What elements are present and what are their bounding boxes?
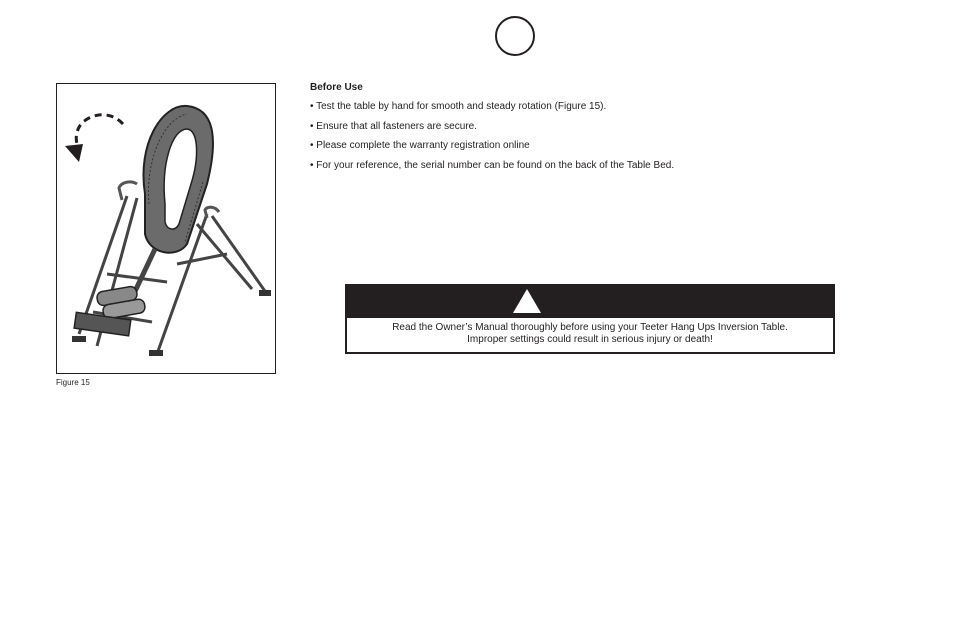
figure-15-box <box>56 83 276 374</box>
list-item: • Ensure that all fasteners are secure. <box>310 120 477 132</box>
warning-triangle-icon <box>512 288 542 314</box>
list-item: • Please complete the warranty registration online <box>310 140 530 151</box>
warning-box <box>345 284 835 354</box>
warning-header <box>347 286 833 318</box>
inversion-table-illustration <box>57 84 276 374</box>
figure-caption: Figure 15 <box>56 378 90 387</box>
list-item: • Test the table by hand for smooth and steady rotation (Figure 15). <box>310 101 607 112</box>
list-item: • For your reference, the serial number can be found on the back of the Table Bed. <box>310 159 675 171</box>
section-heading: Before Use <box>310 82 363 93</box>
warning-line-2: Improper settings could result in serious injury or death! <box>467 334 713 345</box>
warning-line-1: Read the Owner’s Manual thoroughly before using your Teeter Hang Ups Inversion Table. <box>392 322 788 333</box>
before-use-list <box>310 101 870 172</box>
warning-message <box>347 318 833 346</box>
step-number-circle <box>495 16 535 56</box>
rotation-arrow-icon <box>65 115 123 162</box>
before-use-section <box>310 82 870 179</box>
